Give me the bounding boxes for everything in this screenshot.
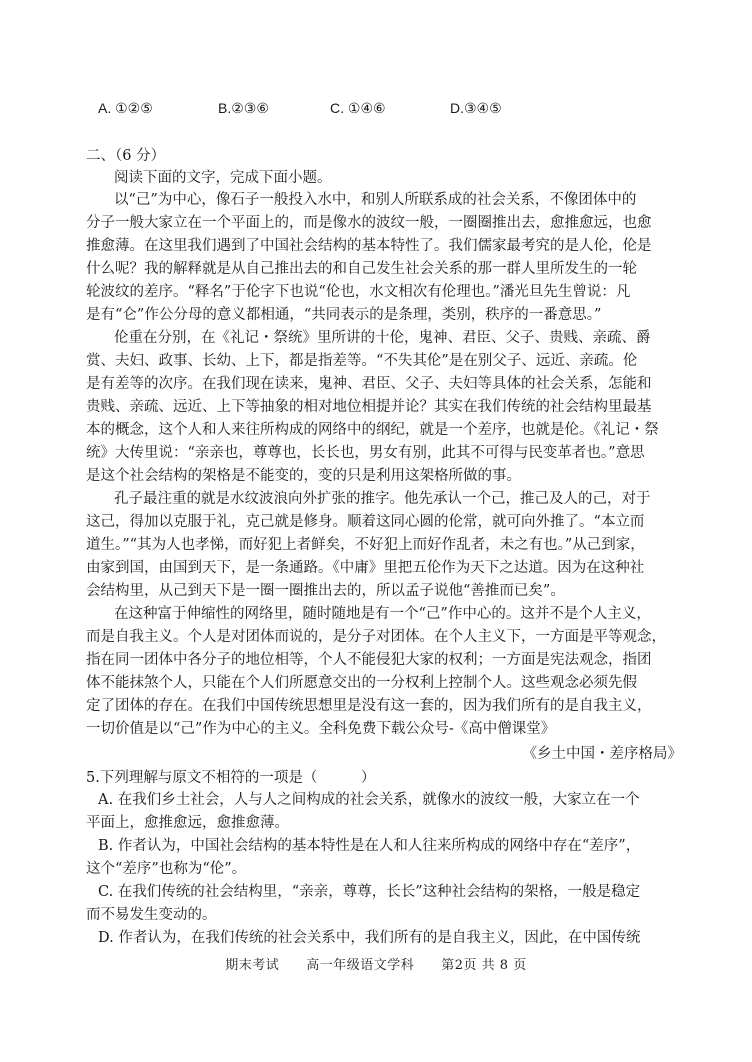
- passage-line: 一切价值是以“己”作为中心的主义。全科免费下载公众号-《高中僧课堂》: [86, 721, 556, 737]
- passage-line: 轮波纹的差序。“释名”于伦字下也说“伦也，水文相次有伦理也。”潘光旦先生曾说：凡: [86, 284, 631, 300]
- section-instruction: 阅读下面的文字，完成下面小题。: [114, 170, 332, 186]
- prev-option-a: A. ①②⑤: [98, 100, 153, 116]
- prev-option-c: C. ①④⑥: [330, 100, 386, 116]
- passage-line: 伦重在分别，在《礼记・祭统》里所讲的十伦，鬼神、君臣、父子、贵贱、亲疏、爵: [114, 330, 651, 346]
- passage-line: 在这种富于伸缩性的网络里，随时随地是有一个“己”作中心的。这并不是个人主义，: [114, 606, 651, 622]
- question-stem: 5.下列理解与原文不相符的一项是（ ）: [86, 770, 376, 786]
- passage-line: 体不能抹煞个人，只能在个人们所愿意交出的一分权利上控制个人。这些观念必须先假: [86, 675, 637, 691]
- option-a: A. 在我们乡土社会，人与人之间构成的社会关系，就像水的波纹一般，大家立在一个: [98, 792, 640, 808]
- option-b: B. 作者认为，中国社会结构的基本特性是在人和人往来所构成的网络中存在“差序”，: [98, 838, 641, 854]
- passage-line: 贵贱、亲疏、远近、上下等抽象的相对地位相提并论？其实在我们传统的社会结构里最基: [86, 399, 652, 415]
- passage-line: 统》大传里说：“亲亲也，尊尊也，长长也，男女有别，此其不可得与民变革者也。”意思: [86, 445, 645, 461]
- passage-line: 是这个社会结构的架格是不能变的，变的只是利用这架格所做的事。: [86, 468, 521, 484]
- option-c-cont: 而不易发生变动的。: [86, 907, 217, 923]
- passage-line: 以“己”为中心，像石子一般投入水中，和别人所联系成的社会关系，不像团体中的: [114, 192, 637, 208]
- option-b-cont: 这个“差序”也称为“伦”。: [86, 861, 247, 877]
- passage-source: 《乡土中国・差序格局》: [522, 746, 682, 762]
- passage-line: 而是自我主义。个人是对团体而说的，是分子对团体。在个人主义下，一方面是平等观念，: [86, 629, 666, 645]
- passage-line: 定了团体的存在。在我们中国传统思想里是没有这一套的，因为我们所有的是自我主义，: [86, 698, 652, 714]
- passage-line: 这己，得加以克服于礼，克己就是修身。顺着这同心圆的伦常，就可向外推了。“本立而: [86, 514, 645, 530]
- passage-line: 赏、夫妇、政事、长幼、上下，都是指差等。“不失其伦”是在别父子、远近、亲疏。伦: [86, 353, 638, 369]
- passage-line: 指在同一团体中各分子的地位相等，个人不能侵犯大家的权利；一方面是宪法观念，指团: [86, 652, 652, 668]
- passage-line: 本的概念，这个人和人来往所构成的网络中的纲纪，就是一个差序，也就是伦。《礼记・祭: [86, 422, 659, 438]
- passage-line: 由家到国，由国到天下，是一条通路。《中庸》里把五伦作为天下之达道。因为在这种社: [86, 560, 645, 576]
- passage-line: 什么呢？我的解释就是从自己推出去的和自己发生社会关系的那一群人里所发生的一轮: [86, 261, 637, 277]
- passage-line: 推愈薄。在这里我们遇到了中国社会结构的基本特性了。我们儒家最考究的是人伦，伦是: [86, 238, 652, 254]
- passage-line: 孔子最注重的就是水纹波浪向外扩张的推字。他先承认一个己，推己及人的己，对于: [114, 491, 651, 507]
- prev-option-d: D.③④⑤: [450, 100, 502, 116]
- option-c: C. 在我们传统的社会结构里，“亲亲，尊尊，长长”这种社会结构的架格，一般是稳定: [98, 884, 641, 900]
- passage-line: 是有差等的次序。在我们现在读来，鬼神、君臣、父子、夫妇等具体的社会关系，怎能和: [86, 376, 652, 392]
- prev-option-b: B.②③⑥: [218, 100, 269, 116]
- page-footer: 期末考试 高一年级语文学科 第2页 共 8 页: [225, 958, 527, 973]
- passage-line: 道生。”“其为人也孝悌，而好犯上者鲜矣，不好犯上而好作乱者，未之有也。”从己到家，: [86, 537, 645, 553]
- section-heading: 二、（6 分）: [86, 148, 166, 164]
- option-d: D. 作者认为，在我们传统的社会关系中，我们所有的是自我主义，因此，在中国传统: [98, 930, 641, 946]
- passage-line: 是有“仑”作公分母的意义都相通，“共同表示的是条理，类别，秩序的一番意思。”: [86, 307, 602, 323]
- passage-line: 分子一般大家立在一个平面上的，而是像水的波纹一般，一圈圈推出去，愈推愈远，也愈: [86, 215, 652, 231]
- option-a-cont: 平面上，愈推愈远，愈推愈薄。: [86, 815, 289, 831]
- passage-line: 会结构里，从己到天下是一圈一圈推出去的，所以孟子说他“善推而已矣”。: [86, 583, 565, 599]
